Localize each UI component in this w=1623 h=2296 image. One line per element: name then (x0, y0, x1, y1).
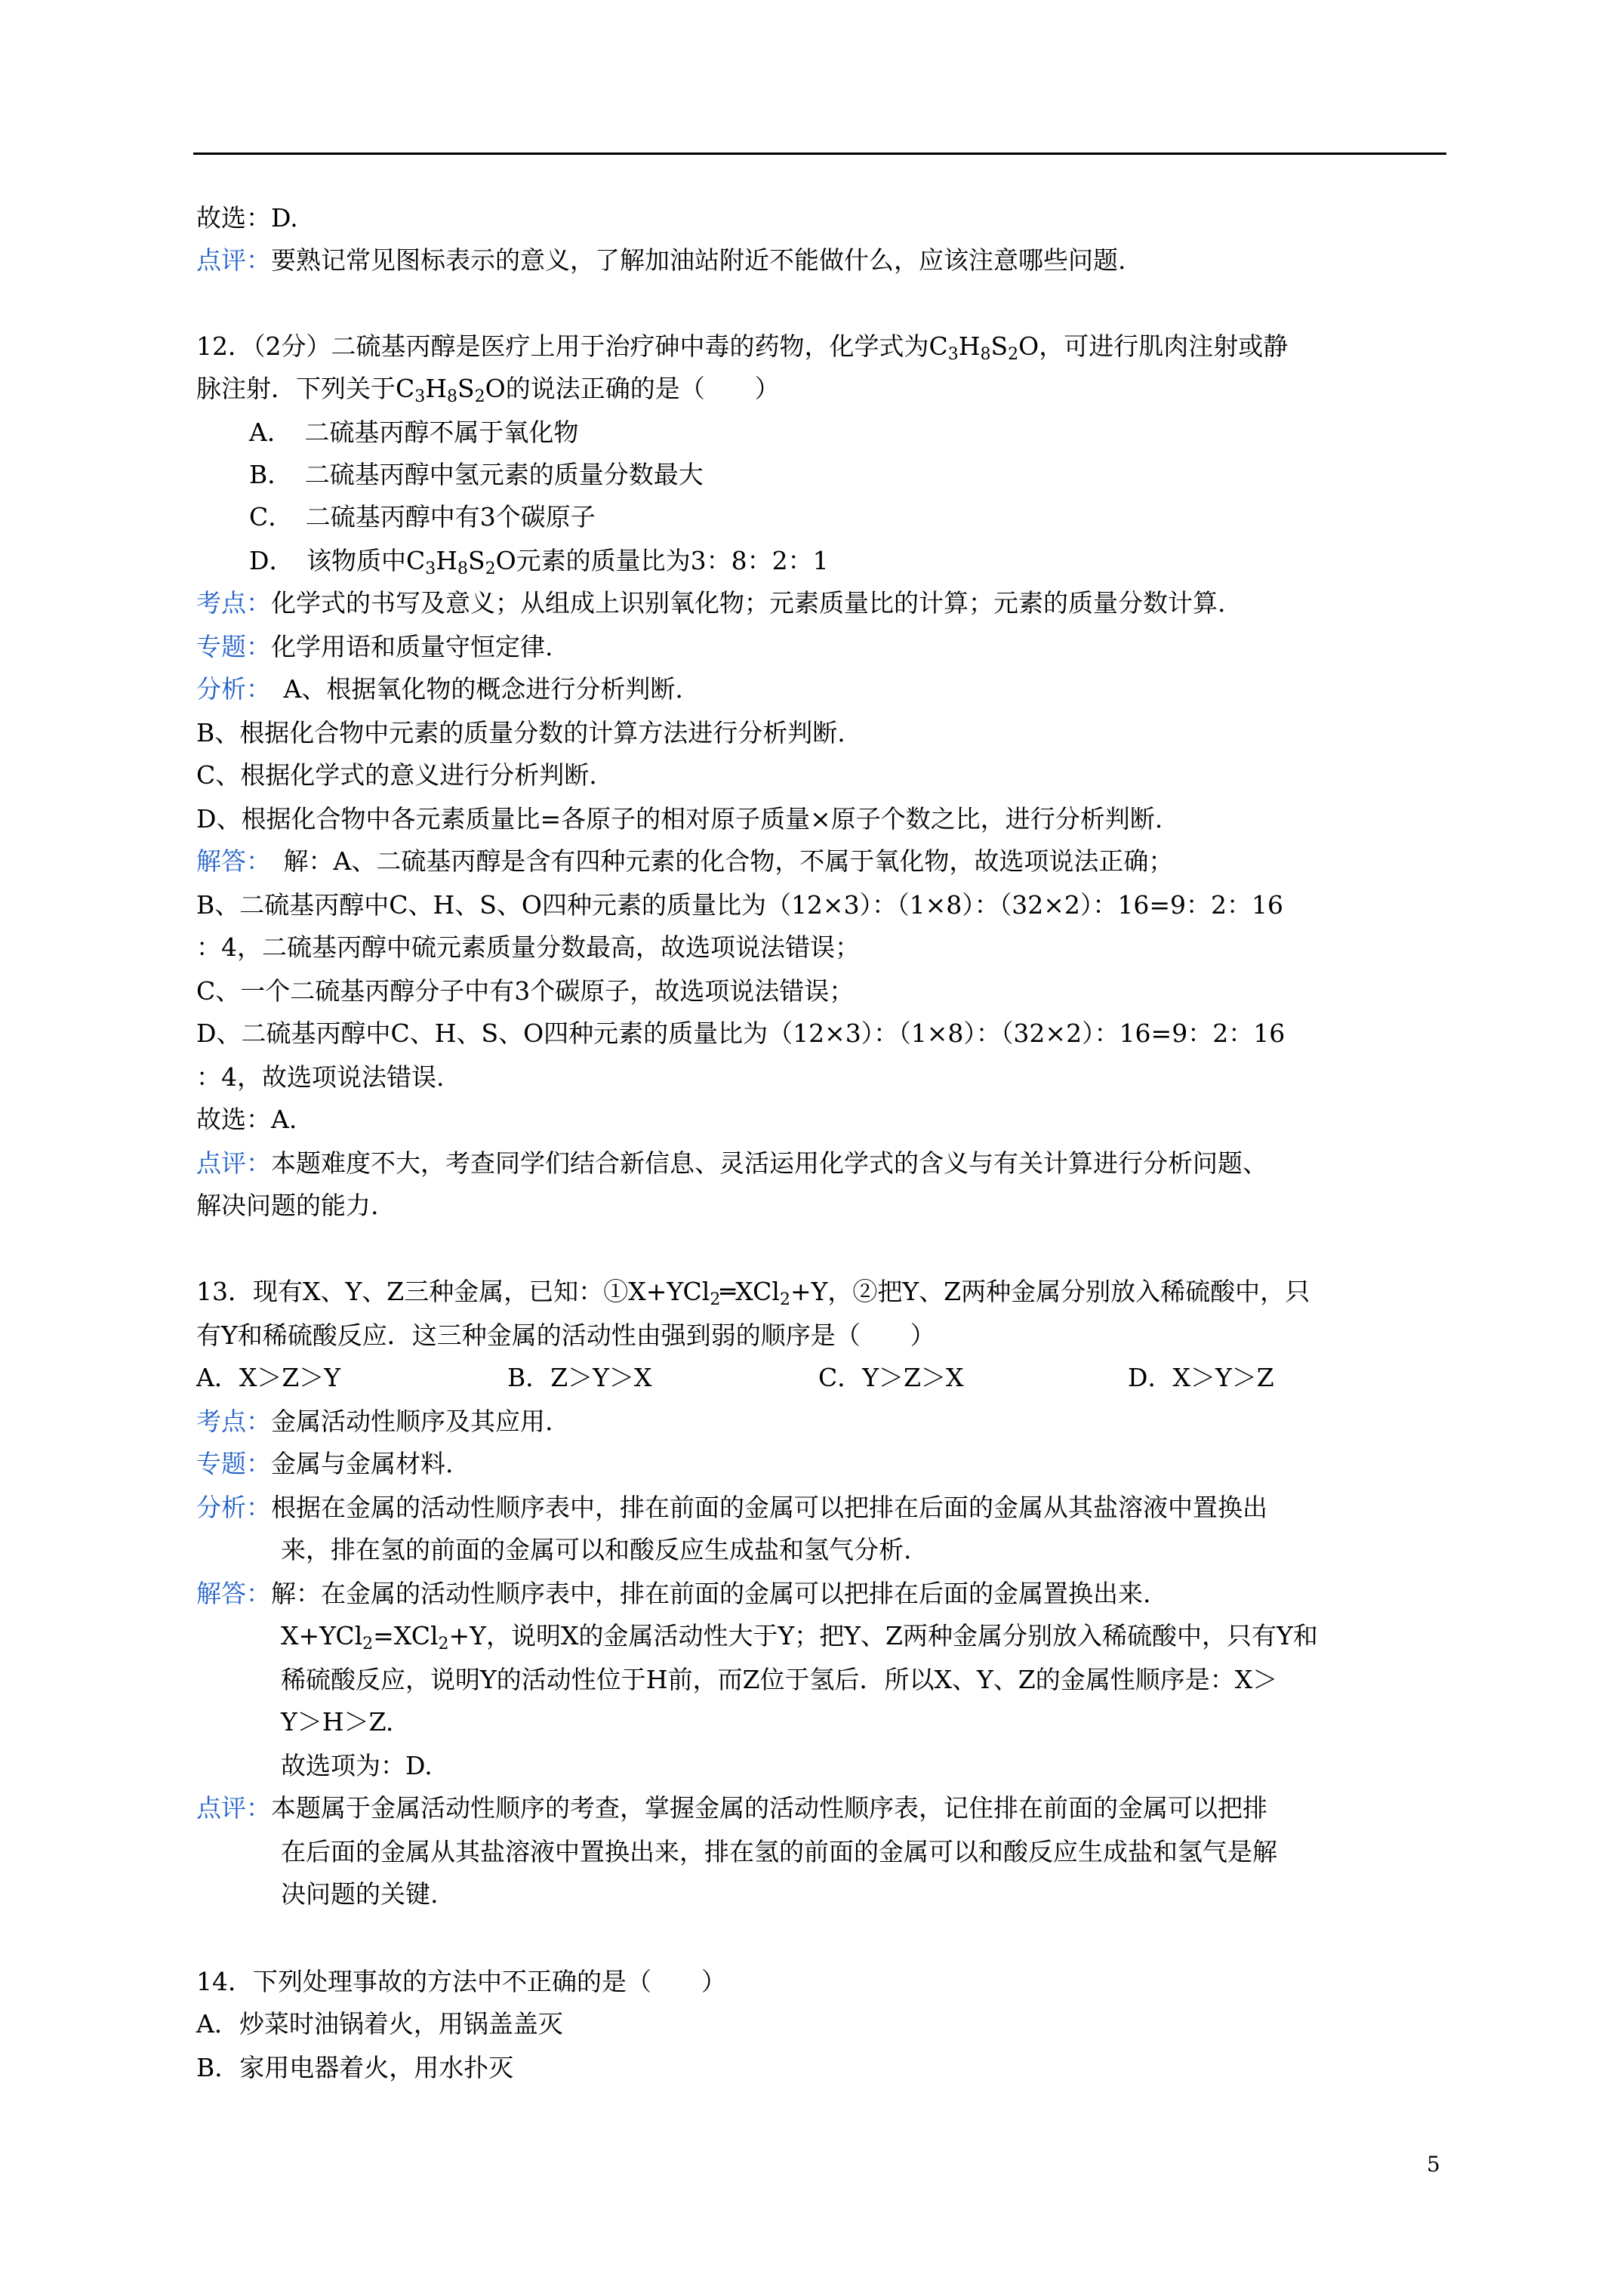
q13-dianping: 点评：本题属于金属活动性顺序的考查，掌握金属的活动性顺序表，记住排在前面的金属可以把排 (196, 1793, 1267, 1823)
q12-jieda-line: ：4，故选项说法错误. (196, 1062, 445, 1092)
q12-dianping-line: 解决问题的能力. (196, 1191, 379, 1220)
prev-comment (196, 243, 1126, 278)
prev-answer: 故选：D. (196, 203, 298, 233)
q12-zhuanti: 专题：化学用语和质量守恒定律. (196, 632, 553, 661)
q13-dianping-line: 在后面的金属从其盐溶液中置换出来，排在氢的前面的金属可以和酸反应生成盐和氢气是解 (281, 1837, 1277, 1866)
q12-stem-line2: 脉注射．下列关于$C_3H_8S_2O$的说法正确的是（ ） (196, 374, 780, 406)
q13-jieda-eq: X+YCl$_2$=XCl$_2$+Y，说明X的金属活动性大于Y；把Y、Z两种金属分别放入稀硫酸中，只有Y和 (281, 1621, 1318, 1653)
q12-fenxi-d: D、根据化合物中各元素质量比=各原子的相对原子质量×原子个数之比，进行分析判断. (196, 804, 1163, 834)
q12-dianping: 点评：本题难度不大，考查同学们结合新信息、灵活运用化学式的含义与有关计算进行分析问题、 (196, 1148, 1267, 1178)
q13-option-d: D．X＞Y＞Z (1128, 1363, 1274, 1392)
comment-text: 要熟记常见图标表示的意义，了解加油站附近不能做什么，应该注意哪些问题. (271, 245, 1126, 275)
q12-jieda-line: D、二硫基丙醇中C、H、S、O四种元素的质量比为（12×3）：（1×8）：（32×2）：16=9：2：16 (196, 1019, 1286, 1048)
q12-option-d: D． 该物质中$C_3H_8S_2O$元素的质量比为3：8：2：1 (249, 546, 829, 578)
q12-answer: 故选：A. (196, 1105, 297, 1134)
q13-jieda: 解答：解：在金属的活动性顺序表中，排在前面的金属可以把排在后面的金属置换出来. (196, 1579, 1151, 1608)
q12-jieda-line: ：4，二硫基丙醇中硫元素质量分数最高，故选项说法错误； (196, 932, 860, 962)
q12-jieda-line: B、二硫基丙醇中C、H、S、O四种元素的质量比为（12×3）：（1×8）：（32×2）：16=9：2：16 (196, 890, 1283, 920)
q13-jieda-line: Y＞H＞Z. (281, 1707, 394, 1737)
q13-answer: 故选项为：D. (281, 1751, 433, 1780)
q14-stem: 14．下列处理事故的方法中不正确的是（ ） (196, 1967, 726, 1996)
q13-fenxi: 分析：根据在金属的活动性顺序表中，排在前面的金属可以把排在后面的金属从其盐溶液中置换出 (196, 1493, 1267, 1522)
q13-option-c: C．Y＞Z＞X (818, 1363, 964, 1392)
q12-kaodian: 考点：化学式的书写及意义；从组成上识别氧化物；元素质量比的计算；元素的质量分数计算. (196, 588, 1226, 618)
q12-option-b: B． 二硫基丙醇中氢元素的质量分数最大 (249, 460, 704, 489)
q13-stem-line2: 有Y和稀硫酸反应．这三种金属的活动性由强到弱的顺序是（ ） (196, 1321, 935, 1350)
comment-label: 点评： (196, 245, 271, 275)
q13-dianping-line: 决问题的关键. (281, 1879, 439, 1909)
q14-option-a: A．炒菜时油锅着火，用锅盖盖灭 (196, 2009, 563, 2039)
q12-fenxi-b: B、根据化合物中元素的质量分数的计算方法进行分析判断. (196, 718, 845, 747)
q13-option-b: B．Z＞Y＞X (507, 1363, 652, 1392)
q13-option-a: A．X＞Z＞Y (196, 1363, 341, 1392)
q13-fenxi-line: 来，排在氢的前面的金属可以和酸反应生成盐和氢气分析. (281, 1535, 912, 1564)
q14-option-b: B．家用电器着火，用水扑灭 (196, 2053, 514, 2082)
q12-jieda: 解答： 解：A、二硫基丙醇是含有四种元素的化合物，不属于氧化物，故选项说法正确； (196, 846, 1174, 876)
q13-zhuanti: 专题：金属与金属材料. (196, 1449, 454, 1478)
q12-fenxi-c: C、根据化学式的意义进行分析判断. (196, 760, 597, 790)
q13-jieda-line: 稀硫酸反应，说明Y的活动性位于H前，而Z位于氢后．所以X、Y、Z的金属性顺序是：X＞ (281, 1665, 1278, 1694)
q12-jieda-line: C、一个二硫基丙醇分子中有3个碳原子，故选项说法错误； (196, 976, 855, 1006)
q12-option-c: C． 二硫基丙醇中有3个碳原子 (249, 502, 596, 532)
q13-stem-line1: 13．现有X、Y、Z三种金属，已知：①X+YCl$_2$═XCl$_2$+Y，②把Y、Z两种金属分别放入稀硫酸中，只 (196, 1277, 1310, 1309)
q12-option-a: A． 二硫基丙醇不属于氧化物 (249, 418, 579, 447)
q12-fenxi: 分析： A、根据氧化物的概念进行分析判断. (196, 674, 683, 704)
q12-stem-line1: 12．（2分）二硫基丙醇是医疗上用于治疗砷中毒的药物，化学式为$C_3H_8S_2O$，可进行肌肉注射或静 (196, 331, 1289, 364)
q13-kaodian: 考点：金属活动性顺序及其应用. (196, 1407, 553, 1436)
header-rule (193, 153, 1446, 155)
page-number: 5 (1427, 2152, 1440, 2177)
